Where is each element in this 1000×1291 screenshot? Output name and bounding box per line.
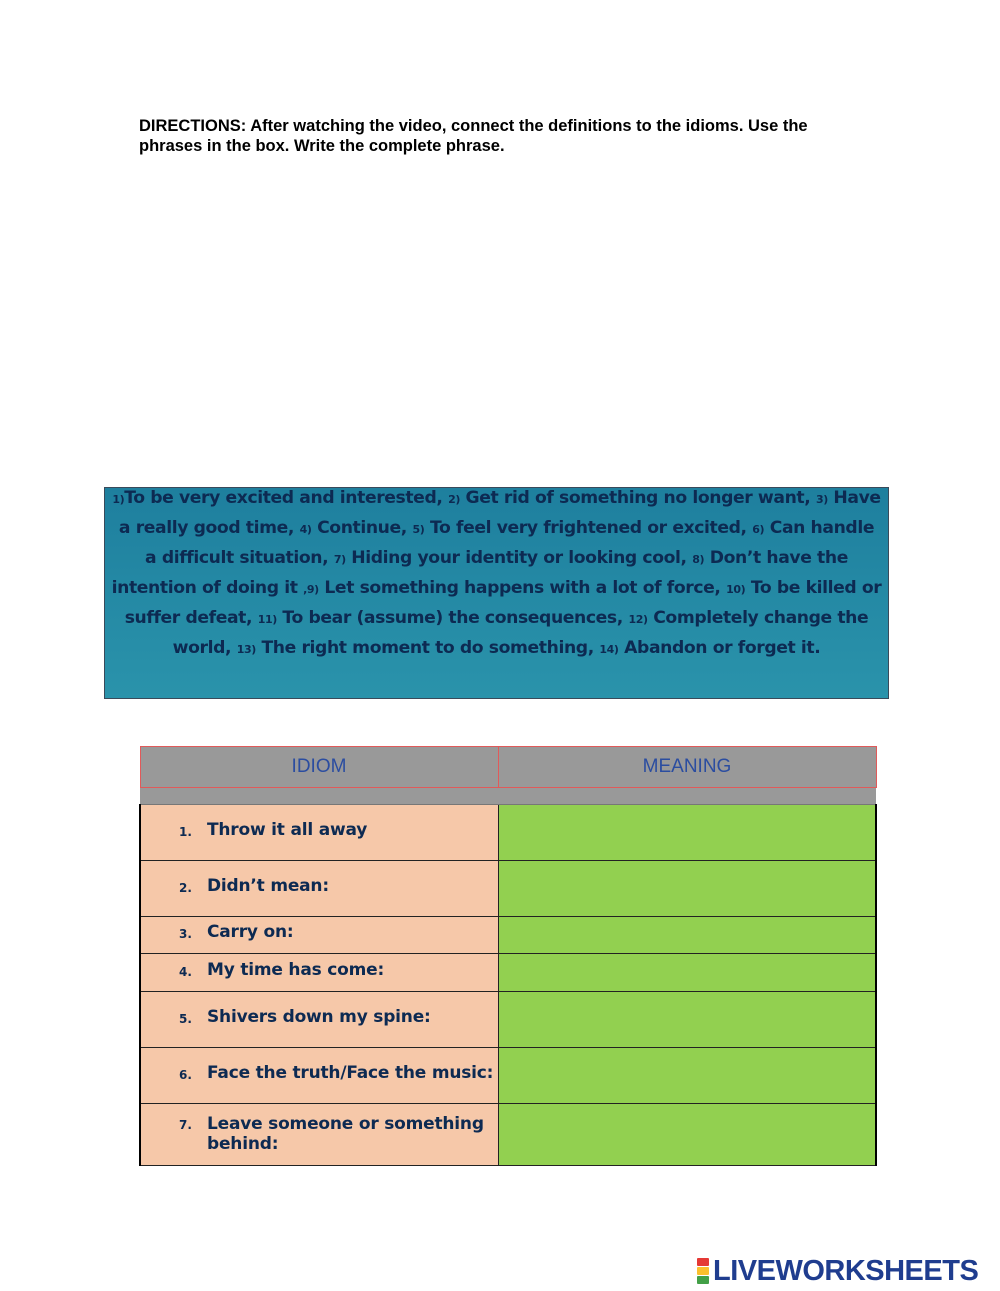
definition-text: Continue, <box>311 518 407 538</box>
meaning-cell[interactable] <box>498 861 876 917</box>
definition-text: Hiding your identity or looking cool, <box>345 548 687 568</box>
definition-number: 1) <box>112 493 125 506</box>
table-row <box>140 954 876 992</box>
definition-text: To bear (assume) the consequences, <box>276 608 623 628</box>
idiom-text: Face the truth/Face the music: <box>207 1062 494 1083</box>
definition-number: 4) <box>299 523 312 536</box>
definition-text: Completely change the world, <box>172 608 869 658</box>
logo-block-green <box>697 1276 709 1284</box>
meaning-input[interactable] <box>499 880 876 898</box>
meaning-cell[interactable] <box>498 805 876 861</box>
meaning-cell[interactable] <box>498 1104 876 1166</box>
row-number: 5. <box>179 1011 192 1026</box>
table-row <box>140 1048 876 1104</box>
meaning-cell[interactable] <box>498 1048 876 1104</box>
definition-number: 13) <box>236 643 256 656</box>
idiom-text: Shivers down my spine: <box>207 1006 431 1027</box>
definition-text: Have a really good time, <box>118 488 881 538</box>
idiom-cell <box>140 917 498 954</box>
definition-number: ,9) <box>303 583 319 596</box>
logo-text: LIVEWORKSHEETS <box>713 1254 979 1287</box>
idiom-table <box>139 746 877 1166</box>
meaning-cell[interactable] <box>498 954 876 992</box>
meaning-cell[interactable] <box>498 992 876 1048</box>
meaning-header: MEANING <box>498 747 876 788</box>
liveworksheets-logo-icon <box>697 1258 709 1284</box>
meaning-input[interactable] <box>499 1011 876 1029</box>
definition-number: 5) <box>412 523 425 536</box>
idiom-text: My time has come: <box>207 959 385 980</box>
definition-number: 2) <box>448 493 460 506</box>
table-row <box>140 1104 876 1166</box>
row-number: 1. <box>179 824 192 839</box>
definition-number: 14) <box>599 643 619 656</box>
idiom-cell <box>140 805 498 861</box>
definition-number: 11) <box>257 613 277 626</box>
meaning-input[interactable] <box>499 824 876 842</box>
row-number: 4. <box>179 964 192 979</box>
definition-number: 7) <box>333 553 346 566</box>
idiom-text: Carry on: <box>207 922 294 942</box>
meaning-input[interactable] <box>499 1126 876 1144</box>
idiom-cell <box>140 992 498 1048</box>
idiom-text: Throw it all away <box>207 819 368 840</box>
definition-number: 10) <box>726 583 746 596</box>
meaning-input[interactable] <box>499 964 876 982</box>
definition-text: Can handle a difficult situation, <box>145 518 875 568</box>
definition-text: Abandon or forget it. <box>618 638 821 658</box>
table-spacer-row <box>140 788 876 805</box>
definitions-text <box>111 484 882 664</box>
directions-text: DIRECTIONS: After watching the video, connect the definitions to the idioms. Use the phrases in the box. Write the complete phrase. <box>139 117 808 155</box>
definition-text: To be killed or suffer defeat, <box>124 578 882 628</box>
liveworksheets-logo[interactable] <box>697 1254 979 1287</box>
idiom-header: IDIOM <box>140 747 498 788</box>
table-row <box>140 805 876 861</box>
definition-text: To be very excited and interested, <box>124 488 443 508</box>
idiom-text: Didn’t mean: <box>207 875 329 896</box>
definition-number: 3) <box>815 493 828 506</box>
meaning-cell[interactable] <box>498 917 876 954</box>
idiom-cell <box>140 1048 498 1104</box>
logo-block-yellow <box>697 1267 709 1275</box>
definition-number: 8) <box>692 553 705 566</box>
idiom-cell <box>140 954 498 992</box>
logo-block-red <box>697 1258 709 1266</box>
definition-text: Let something happens with a lot of force, <box>318 578 721 598</box>
meaning-input[interactable] <box>499 1067 876 1085</box>
row-number: 2. <box>179 880 192 895</box>
table-header-row <box>140 747 876 788</box>
definition-number: 6) <box>752 523 765 536</box>
meaning-input[interactable] <box>499 926 876 944</box>
row-number: 6. <box>179 1067 192 1082</box>
definition-text: The right moment to do something, <box>255 638 594 658</box>
table-row <box>140 861 876 917</box>
table-row <box>140 917 876 954</box>
definition-text: To feel very frightened or excited, <box>424 518 747 538</box>
table-row <box>140 992 876 1048</box>
row-number: 7. <box>179 1117 192 1132</box>
idiom-text: Leave someone or something behind: <box>207 1113 484 1154</box>
row-number: 3. <box>179 927 192 941</box>
definition-number: 12) <box>628 613 648 626</box>
idiom-cell <box>140 861 498 917</box>
definition-text: Get rid of something no longer want, <box>459 488 811 508</box>
definitions-box <box>104 487 889 699</box>
definition-text: Don’t have the intention of doing it <box>111 548 848 598</box>
idiom-cell <box>140 1104 498 1166</box>
